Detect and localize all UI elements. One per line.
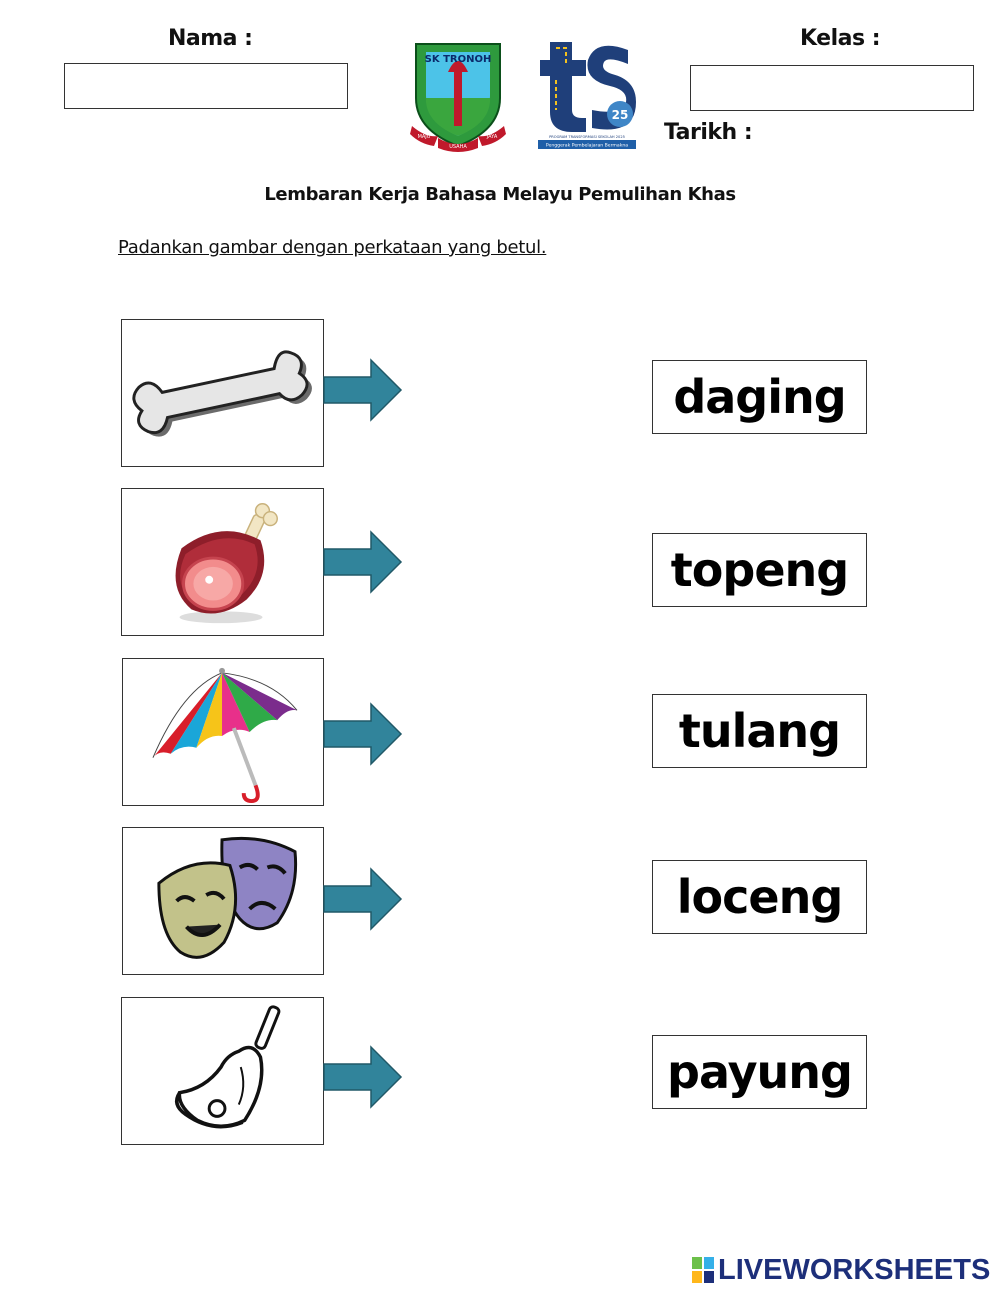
picture-card-bell bbox=[121, 997, 324, 1145]
word-box-4[interactable]: loceng bbox=[652, 860, 867, 934]
class-field[interactable] bbox=[690, 65, 974, 111]
school-motto-right: JAYA bbox=[486, 134, 498, 140]
arrow-1-icon bbox=[323, 358, 403, 422]
arrow-3-icon bbox=[323, 702, 403, 766]
word-box-2[interactable]: topeng bbox=[652, 533, 867, 607]
theatre-masks-icon bbox=[123, 828, 323, 974]
word-box-5[interactable]: payung bbox=[652, 1035, 867, 1109]
name-label: Nama : bbox=[168, 26, 253, 51]
bell-icon bbox=[122, 998, 323, 1144]
instruction-text: Padankan gambar dengan perkataan yang betul. bbox=[118, 237, 547, 258]
umbrella-icon bbox=[123, 659, 323, 805]
date-label: Tarikh : bbox=[664, 120, 753, 145]
picture-card-masks bbox=[122, 827, 324, 975]
ts25-logo-tagline: Penggerak Pembelajaran Bermakna bbox=[545, 143, 629, 149]
arrow-5-icon bbox=[323, 1045, 403, 1109]
arrow-2-icon bbox=[323, 530, 403, 594]
liveworksheets-brand[interactable] bbox=[692, 1255, 992, 1285]
school-logo-text: SK TRONOH bbox=[424, 54, 492, 65]
picture-card-umbrella bbox=[122, 658, 324, 806]
ts25-logo-caption: PROGRAM TRANSFORMASI SEKOLAH 2025 bbox=[549, 135, 625, 139]
class-label: Kelas : bbox=[800, 26, 881, 51]
school-logo bbox=[408, 38, 508, 154]
ts25-logo-number: 25 bbox=[611, 108, 629, 122]
name-field[interactable] bbox=[64, 63, 348, 109]
ts25-logo bbox=[536, 40, 638, 150]
arrow-4-icon bbox=[323, 867, 403, 931]
school-motto-mid: USAHA bbox=[449, 144, 467, 150]
word-box-3[interactable]: tulang bbox=[652, 694, 867, 768]
picture-card-ham bbox=[121, 488, 324, 636]
bone-icon bbox=[122, 320, 323, 466]
picture-card-bone bbox=[121, 319, 324, 467]
liveworksheets-brand-text: LIVEWORKSHEETS bbox=[718, 1253, 991, 1286]
liveworksheets-logo-icon bbox=[692, 1257, 714, 1283]
word-box-1[interactable]: daging bbox=[652, 360, 867, 434]
ham-icon bbox=[122, 489, 323, 635]
worksheet-title: Lembaran Kerja Bahasa Melayu Pemulihan Khas bbox=[264, 184, 736, 205]
school-motto-left: MAJU bbox=[417, 134, 431, 140]
